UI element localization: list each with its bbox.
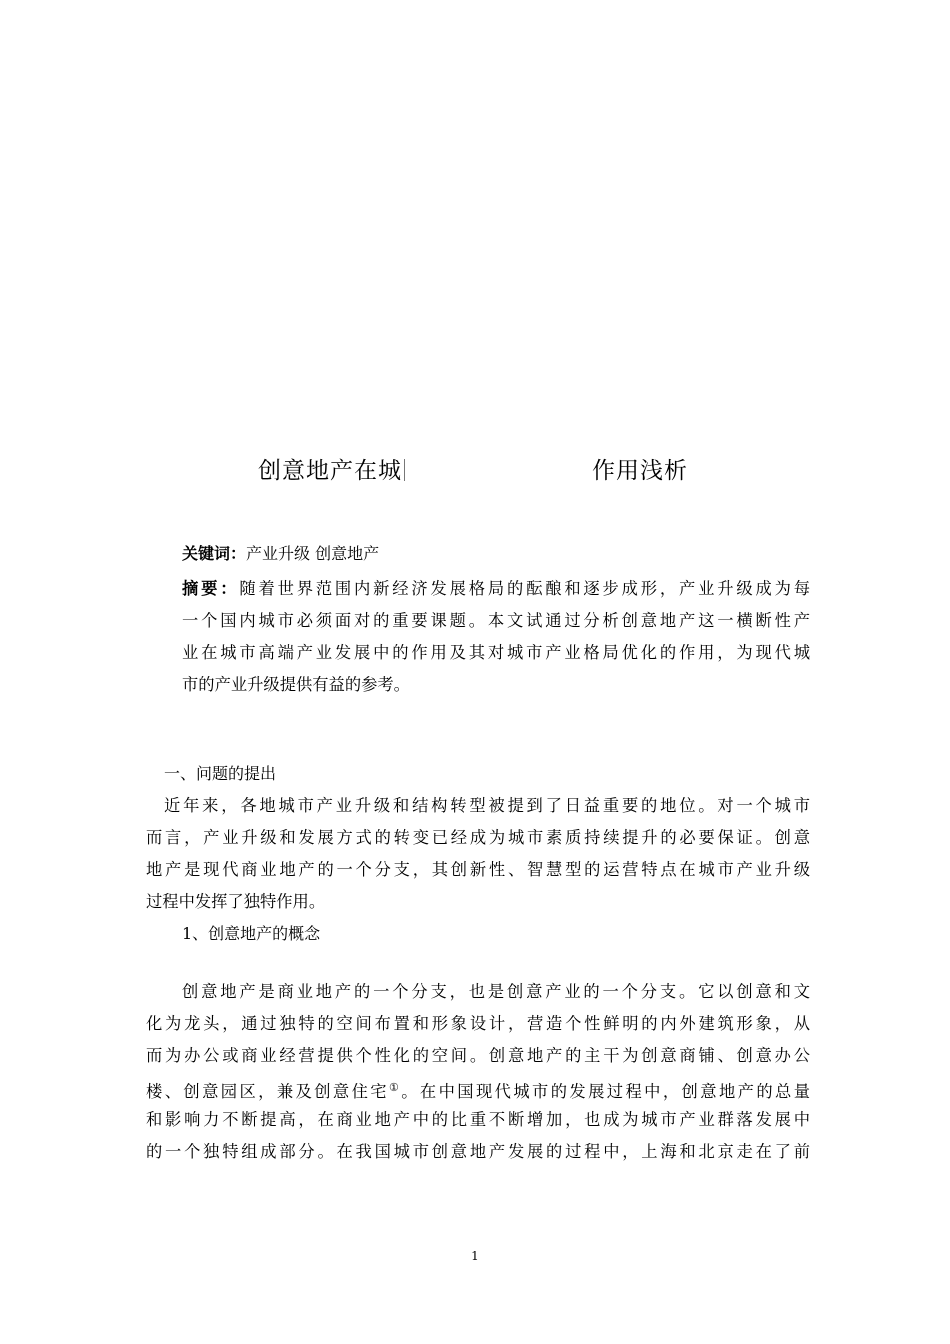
paragraph-line: 和影响力不断提高，在商业地产中的比重不断增加，也成为城市产业群落发展中 xyxy=(146,1110,810,1129)
paragraph-line: 而为办公或商业经营提供个性化的空间。创意地产的主干为创意商铺、创意办公 xyxy=(146,1046,810,1065)
abstract-line: 一个国内城市必须面对的重要课题。本文试通过分析创意地产这一横断性产 xyxy=(182,611,810,630)
keywords xyxy=(182,541,379,564)
abstract-line-text: 随着世界范围内新经济发展格局的酝酿和逐步成形，产业升级成为每 xyxy=(239,579,810,598)
paragraph-line: 近年来，各地城市产业升级和结构转型被提到了日益重要的地位。对一个城市 xyxy=(164,796,810,815)
subsection-heading: 1、创意地产的概念 xyxy=(182,924,321,943)
abstract-label: 摘要： xyxy=(182,579,240,598)
keywords-label: 关键词： xyxy=(182,544,247,563)
keywords-text: 产业升级 创意地产 xyxy=(246,544,380,563)
abstract-line xyxy=(182,573,810,605)
abstract xyxy=(182,573,810,701)
paragraph-text: 。在中国现代城市的发展过程中，创意地产的总量 xyxy=(401,1082,810,1101)
paragraph-line xyxy=(146,1072,810,1104)
footnote-marker[interactable]: ① xyxy=(388,1081,402,1094)
paragraph-line: 而言，产业升级和发展方式的转变已经成为城市素质持续提升的必要保证。创意 xyxy=(146,828,810,847)
paragraph-line: 化为龙头，通过独特的空间布置和形象设计，营造个性鲜明的内外建筑形象，从 xyxy=(146,1014,810,1033)
title-left-text: 创意地产在城 xyxy=(258,458,402,484)
title-left xyxy=(258,452,405,485)
subsection-paragraph xyxy=(146,976,810,1168)
abstract-line: 业在城市高端产业发展中的作用及其对城市产业格局优化的作用，为现代城 xyxy=(182,643,810,662)
paragraph-line: 的一个独特组成部分。在我国城市创意地产发展的过程中，上海和北京走在了前 xyxy=(146,1142,810,1161)
paragraph-line: 过程中发挥了独特作用。 xyxy=(146,892,326,911)
abstract-line: 市的产业升级提供有益的参考。 xyxy=(182,675,410,694)
page-number: 1 xyxy=(471,1249,479,1263)
section-heading: 一、问题的提出 xyxy=(164,764,277,783)
text-cursor xyxy=(404,459,405,481)
paragraph-line: 地产是现代商业地产的一个分支，其创新性、智慧型的运营特点在城市产业升级 xyxy=(146,860,810,879)
paragraph-text: 楼、创意园区，兼及创意住宅 xyxy=(146,1082,389,1101)
paragraph-line: 创意地产是商业地产的一个分支，也是创意产业的一个分支。它以创意和文 xyxy=(182,982,810,1001)
section-paragraph xyxy=(146,790,810,918)
title-right: 作用浅析 xyxy=(592,458,688,484)
